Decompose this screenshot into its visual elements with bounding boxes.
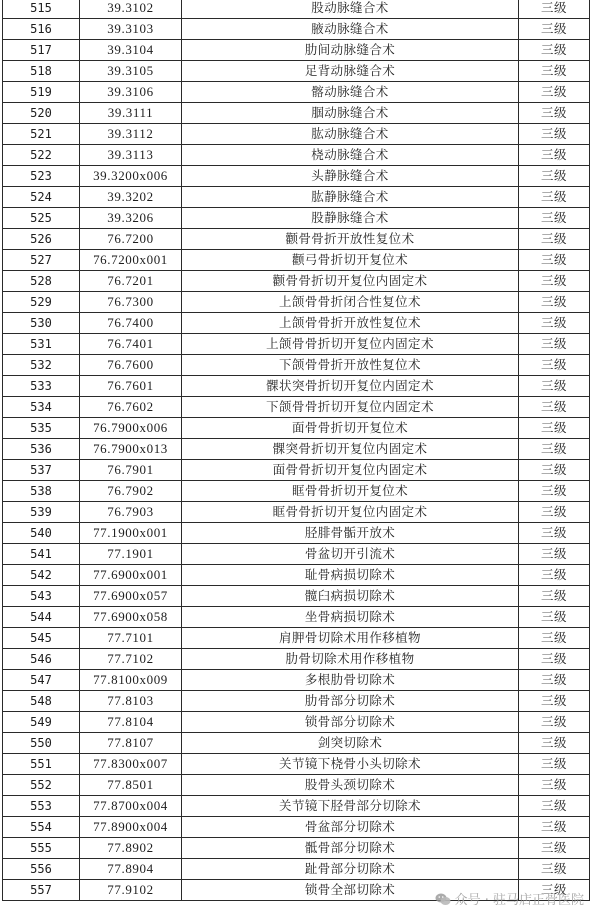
procedure-code-cell: 39.3103 (80, 19, 182, 40)
table-row (3, 397, 590, 418)
row-number-cell: 542 (3, 565, 80, 586)
surgery-level-cell: 三级 (519, 502, 590, 523)
surgery-level-cell: 三级 (519, 733, 590, 754)
row-number-cell: 549 (3, 712, 80, 733)
procedure-code-cell: 39.3200x006 (80, 166, 182, 187)
surgery-level-cell: 三级 (519, 0, 590, 19)
procedure-name-cell: 肋骨切除术用作移植物 (182, 649, 519, 670)
surgery-level-table (2, 0, 590, 901)
surgery-level-cell: 三级 (519, 82, 590, 103)
surgery-level-cell: 三级 (519, 586, 590, 607)
table-row (3, 40, 590, 61)
row-number-cell: 535 (3, 418, 80, 439)
row-number-cell: 515 (3, 0, 80, 19)
procedure-name-cell: 上颌骨骨折开放性复位术 (182, 313, 519, 334)
row-number-cell: 554 (3, 817, 80, 838)
row-number-cell: 521 (3, 124, 80, 145)
table-row (3, 775, 590, 796)
procedure-code-cell: 77.8100x009 (80, 670, 182, 691)
procedure-code-cell: 76.7401 (80, 334, 182, 355)
procedure-code-cell: 76.7600 (80, 355, 182, 376)
table-row (3, 103, 590, 124)
row-number-cell: 544 (3, 607, 80, 628)
surgery-level-cell: 三级 (519, 397, 590, 418)
table-row (3, 670, 590, 691)
row-number-cell: 531 (3, 334, 80, 355)
procedure-name-cell: 髂动脉缝合术 (182, 82, 519, 103)
table-row (3, 754, 590, 775)
row-number-cell: 517 (3, 40, 80, 61)
surgery-level-cell: 三级 (519, 250, 590, 271)
row-number-cell: 541 (3, 544, 80, 565)
watermark-text: 众号 · 驻马店正骨医院 (454, 893, 584, 908)
table-row (3, 355, 590, 376)
table-row (3, 376, 590, 397)
table-row (3, 859, 590, 880)
surgery-level-cell: 三级 (519, 208, 590, 229)
procedure-code-cell: 77.7102 (80, 649, 182, 670)
table-row (3, 19, 590, 40)
table-row (3, 586, 590, 607)
row-number-cell: 552 (3, 775, 80, 796)
row-number-cell: 537 (3, 460, 80, 481)
procedure-code-cell: 77.7101 (80, 628, 182, 649)
table-row (3, 166, 590, 187)
row-number-cell: 548 (3, 691, 80, 712)
row-number-cell: 540 (3, 523, 80, 544)
row-number-cell: 519 (3, 82, 80, 103)
procedure-code-cell: 76.7900x013 (80, 439, 182, 460)
table-row (3, 649, 590, 670)
procedure-name-cell: 上颌骨骨折切开复位内固定术 (182, 334, 519, 355)
procedure-code-cell: 77.8900x004 (80, 817, 182, 838)
procedure-name-cell: 锁骨全部切除术 (182, 880, 519, 901)
procedure-name-cell: 肩胛骨切除术用作移植物 (182, 628, 519, 649)
procedure-name-cell: 下颌骨骨折切开复位内固定术 (182, 397, 519, 418)
procedure-code-cell: 76.7902 (80, 481, 182, 502)
row-number-cell: 534 (3, 397, 80, 418)
procedure-code-cell: 77.1901 (80, 544, 182, 565)
procedure-name-cell: 耻骨病损切除术 (182, 565, 519, 586)
row-number-cell: 543 (3, 586, 80, 607)
procedure-name-cell: 股骨头颈切除术 (182, 775, 519, 796)
surgery-level-cell: 三级 (519, 103, 590, 124)
procedure-code-cell: 77.1900x001 (80, 523, 182, 544)
surgery-level-cell: 三级 (519, 712, 590, 733)
procedure-code-cell: 77.8300x007 (80, 754, 182, 775)
table-row (3, 439, 590, 460)
row-number-cell: 553 (3, 796, 80, 817)
row-number-cell: 556 (3, 859, 80, 880)
table-row (3, 607, 590, 628)
surgery-level-cell: 三级 (519, 292, 590, 313)
surgery-level-cell: 三级 (519, 124, 590, 145)
procedure-name-cell: 腘动脉缝合术 (182, 103, 519, 124)
table-row (3, 124, 590, 145)
surgery-level-cell: 三级 (519, 19, 590, 40)
row-number-cell: 539 (3, 502, 80, 523)
procedure-code-cell: 77.8501 (80, 775, 182, 796)
procedure-name-cell: 坐骨病损切除术 (182, 607, 519, 628)
procedure-code-cell: 77.8700x004 (80, 796, 182, 817)
procedure-name-cell: 髁状突骨折切开复位内固定术 (182, 376, 519, 397)
surgery-level-cell: 三级 (519, 670, 590, 691)
procedure-name-cell: 桡动脉缝合术 (182, 145, 519, 166)
procedure-name-cell: 颧骨骨折切开复位内固定术 (182, 271, 519, 292)
procedure-name-cell: 肋骨部分切除术 (182, 691, 519, 712)
procedure-code-cell: 39.3106 (80, 82, 182, 103)
table-row (3, 460, 590, 481)
procedure-name-cell: 锁骨部分切除术 (182, 712, 519, 733)
row-number-cell: 545 (3, 628, 80, 649)
procedure-code-cell: 76.7602 (80, 397, 182, 418)
table-row (3, 565, 590, 586)
wechat-icon (435, 893, 451, 906)
procedure-code-cell: 77.8103 (80, 691, 182, 712)
table-row (3, 628, 590, 649)
procedure-name-cell: 肋间动脉缝合术 (182, 40, 519, 61)
table-row (3, 523, 590, 544)
surgery-level-cell: 三级 (519, 628, 590, 649)
surgery-level-cell: 三级 (519, 754, 590, 775)
surgery-level-cell: 三级 (519, 691, 590, 712)
surgery-level-cell: 三级 (519, 145, 590, 166)
table-row (3, 61, 590, 82)
surgery-level-cell: 三级 (519, 838, 590, 859)
surgery-level-cell: 三级 (519, 607, 590, 628)
procedure-name-cell: 胫腓骨骺开放术 (182, 523, 519, 544)
procedure-name-cell: 多根肋骨切除术 (182, 670, 519, 691)
procedure-code-cell: 76.7200x001 (80, 250, 182, 271)
surgery-level-cell: 三级 (519, 817, 590, 838)
procedure-name-cell: 眶骨骨折切开复位内固定术 (182, 502, 519, 523)
procedure-code-cell: 39.3104 (80, 40, 182, 61)
surgery-level-cell: 三级 (519, 544, 590, 565)
surgery-level-cell: 三级 (519, 649, 590, 670)
procedure-code-cell: 77.6900x058 (80, 607, 182, 628)
procedure-code-cell: 77.9102 (80, 880, 182, 901)
procedure-code-cell: 39.3105 (80, 61, 182, 82)
row-number-cell: 538 (3, 481, 80, 502)
table-row (3, 334, 590, 355)
procedure-code-cell: 77.8107 (80, 733, 182, 754)
surgery-level-cell: 三级 (519, 523, 590, 544)
table-row (3, 817, 590, 838)
procedure-code-cell: 76.7900x006 (80, 418, 182, 439)
procedure-name-cell: 肱动脉缝合术 (182, 124, 519, 145)
procedure-name-cell: 股动脉缝合术 (182, 0, 519, 19)
table-row (3, 187, 590, 208)
procedure-code-cell: 76.7201 (80, 271, 182, 292)
procedure-code-cell: 77.8104 (80, 712, 182, 733)
procedure-code-cell: 76.7901 (80, 460, 182, 481)
table-row (3, 733, 590, 754)
table-row (3, 796, 590, 817)
procedure-code-cell: 77.8902 (80, 838, 182, 859)
procedure-code-cell: 39.3206 (80, 208, 182, 229)
row-number-cell: 518 (3, 61, 80, 82)
row-number-cell: 546 (3, 649, 80, 670)
table-row (3, 313, 590, 334)
row-number-cell: 557 (3, 880, 80, 901)
procedure-name-cell: 上颌骨骨折闭合性复位术 (182, 292, 519, 313)
row-number-cell: 520 (3, 103, 80, 124)
procedure-name-cell: 下颌骨骨折开放性复位术 (182, 355, 519, 376)
table-row (3, 0, 590, 19)
row-number-cell: 532 (3, 355, 80, 376)
procedure-name-cell: 剑突切除术 (182, 733, 519, 754)
row-number-cell: 551 (3, 754, 80, 775)
row-number-cell: 536 (3, 439, 80, 460)
row-number-cell: 526 (3, 229, 80, 250)
row-number-cell: 523 (3, 166, 80, 187)
surgery-level-cell: 三级 (519, 460, 590, 481)
procedure-name-cell: 股静脉缝合术 (182, 208, 519, 229)
row-number-cell: 528 (3, 271, 80, 292)
table-row (3, 691, 590, 712)
surgery-level-cell: 三级 (519, 859, 590, 880)
procedure-code-cell: 77.8904 (80, 859, 182, 880)
surgery-level-cell: 三级 (519, 271, 590, 292)
row-number-cell: 530 (3, 313, 80, 334)
procedure-code-cell: 76.7400 (80, 313, 182, 334)
surgery-level-cell: 三级 (519, 880, 590, 901)
surgery-level-cell: 三级 (519, 187, 590, 208)
procedure-name-cell: 腋动脉缝合术 (182, 19, 519, 40)
procedure-name-cell: 颧骨骨折开放性复位术 (182, 229, 519, 250)
table-row (3, 271, 590, 292)
procedure-code-cell: 76.7601 (80, 376, 182, 397)
surgery-level-cell: 三级 (519, 229, 590, 250)
surgery-level-cell: 三级 (519, 166, 590, 187)
procedure-code-cell: 39.3102 (80, 0, 182, 19)
procedure-code-cell: 77.6900x057 (80, 586, 182, 607)
surgery-level-cell: 三级 (519, 481, 590, 502)
table-row (3, 418, 590, 439)
surgery-level-cell: 三级 (519, 565, 590, 586)
procedure-name-cell: 颧弓骨折切开复位术 (182, 250, 519, 271)
row-number-cell: 522 (3, 145, 80, 166)
surgery-level-cell: 三级 (519, 775, 590, 796)
row-number-cell: 524 (3, 187, 80, 208)
surgery-level-cell: 三级 (519, 418, 590, 439)
procedure-name-cell: 髁突骨折切开复位内固定术 (182, 439, 519, 460)
procedure-name-cell: 关节镜下胫骨部分切除术 (182, 796, 519, 817)
watermark (435, 891, 584, 911)
table-row (3, 82, 590, 103)
row-number-cell: 529 (3, 292, 80, 313)
surgery-level-cell: 三级 (519, 313, 590, 334)
surgery-level-cell: 三级 (519, 376, 590, 397)
row-number-cell: 555 (3, 838, 80, 859)
row-number-cell: 550 (3, 733, 80, 754)
procedure-name-cell: 髋臼病损切除术 (182, 586, 519, 607)
table-row (3, 502, 590, 523)
table-row (3, 250, 590, 271)
table-row (3, 838, 590, 859)
procedure-code-cell: 76.7200 (80, 229, 182, 250)
table-row (3, 145, 590, 166)
table-row (3, 292, 590, 313)
procedure-code-cell: 39.3202 (80, 187, 182, 208)
row-number-cell: 533 (3, 376, 80, 397)
procedure-name-cell: 骨盆部分切除术 (182, 817, 519, 838)
procedure-code-cell: 77.6900x001 (80, 565, 182, 586)
procedure-name-cell: 趾骨部分切除术 (182, 859, 519, 880)
surgery-level-cell: 三级 (519, 40, 590, 61)
procedure-name-cell: 骨盆切开引流术 (182, 544, 519, 565)
table-body (3, 0, 590, 901)
procedure-name-cell: 关节镜下桡骨小头切除术 (182, 754, 519, 775)
surgery-level-cell: 三级 (519, 796, 590, 817)
surgery-level-cell: 三级 (519, 439, 590, 460)
surgery-level-cell: 三级 (519, 355, 590, 376)
procedure-code-cell: 76.7300 (80, 292, 182, 313)
row-number-cell: 527 (3, 250, 80, 271)
surgery-level-cell: 三级 (519, 61, 590, 82)
procedure-name-cell: 足背动脉缝合术 (182, 61, 519, 82)
procedure-code-cell: 39.3112 (80, 124, 182, 145)
procedure-name-cell: 眶骨骨折切开复位术 (182, 481, 519, 502)
table-row (3, 481, 590, 502)
row-number-cell: 516 (3, 19, 80, 40)
row-number-cell: 525 (3, 208, 80, 229)
table-row (3, 208, 590, 229)
procedure-name-cell: 骶骨部分切除术 (182, 838, 519, 859)
surgery-level-cell: 三级 (519, 334, 590, 355)
procedure-code-cell: 76.7903 (80, 502, 182, 523)
table-row (3, 712, 590, 733)
procedure-code-cell: 39.3113 (80, 145, 182, 166)
procedure-code-cell: 39.3111 (80, 103, 182, 124)
table-row (3, 544, 590, 565)
procedure-name-cell: 肱静脉缝合术 (182, 187, 519, 208)
procedure-name-cell: 面骨骨折切开复位内固定术 (182, 460, 519, 481)
table-row (3, 229, 590, 250)
procedure-name-cell: 面骨骨折切开复位术 (182, 418, 519, 439)
procedure-name-cell: 头静脉缝合术 (182, 166, 519, 187)
row-number-cell: 547 (3, 670, 80, 691)
